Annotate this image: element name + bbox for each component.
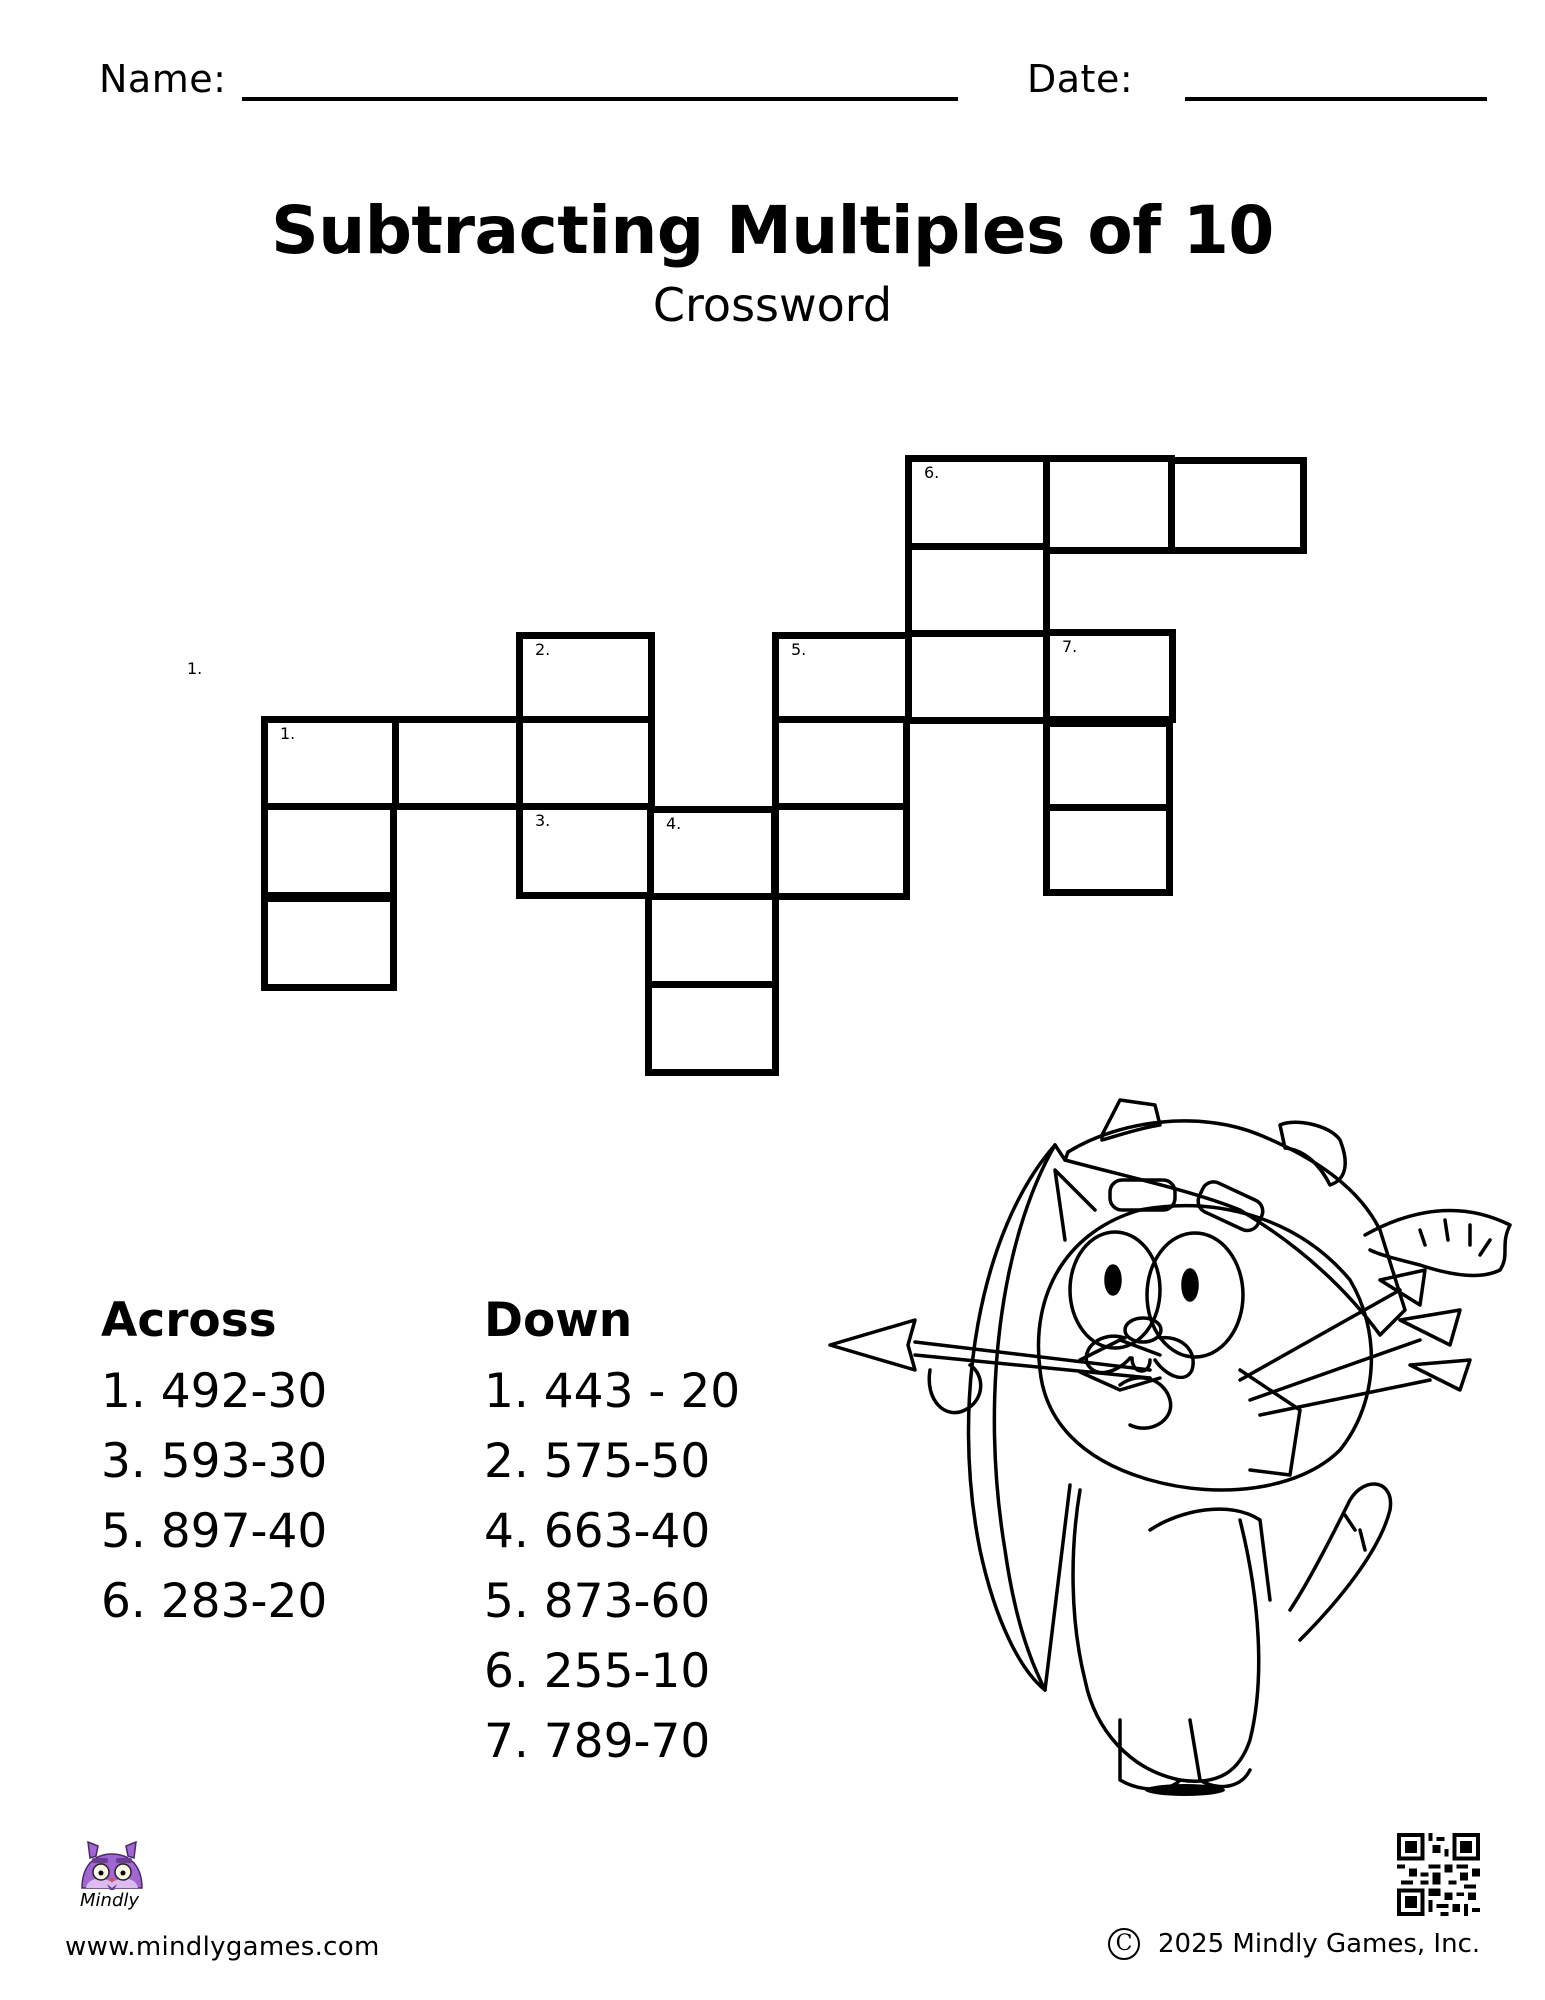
grid-cell-6d-2[interactable] — [905, 543, 1050, 637]
across-clue-1: 1. 492-30 — [101, 1364, 328, 1419]
grid-cell-5a-1[interactable] — [772, 632, 913, 724]
grid-cell-3a-1[interactable] — [516, 803, 654, 899]
page-subtitle: Crossword — [652, 278, 893, 332]
grid-cell-5d-2[interactable] — [772, 716, 910, 810]
clue-number-6: 6. — [924, 463, 940, 482]
grid-cell-4d-3[interactable] — [645, 981, 779, 1076]
mindly-logo[interactable] — [76, 1838, 148, 1922]
clue-number-7: 7. — [1062, 637, 1078, 656]
qr-code-icon[interactable] — [1397, 1833, 1480, 1916]
grid-cell-1a-1[interactable] — [261, 716, 399, 810]
across-clues — [101, 1293, 277, 1348]
stray-clue-number: 1. — [187, 659, 203, 678]
grid-cell-6a-1[interactable] — [905, 455, 1050, 554]
across-clue-6: 6. 283-20 — [101, 1574, 328, 1629]
grid-cell-4d-2[interactable] — [645, 893, 779, 988]
down-clues — [484, 1293, 633, 1348]
date-label: Date: — [1027, 57, 1134, 101]
grid-cell-1d-3[interactable] — [261, 895, 397, 991]
name-label: Name: — [99, 57, 227, 101]
grid-cell-6a-2[interactable] — [1043, 455, 1175, 554]
cat-archer-illustration — [820, 1080, 1520, 1800]
down-clue-7: 7. 789-70 — [484, 1714, 711, 1769]
grid-cell-5a-2[interactable] — [905, 630, 1050, 724]
grid-cell-7d-2[interactable] — [1043, 720, 1173, 812]
date-field-line[interactable] — [1185, 97, 1487, 101]
clue-number-4: 4. — [666, 814, 682, 833]
grid-cell-7d-3[interactable] — [1043, 804, 1173, 896]
grid-cell-1d-2[interactable] — [261, 803, 397, 899]
copyright-icon: C — [1108, 1928, 1140, 1960]
clue-number-5: 5. — [791, 640, 807, 659]
grid-cell-1a-2[interactable] — [392, 716, 523, 810]
clue-number-1: 1. — [280, 724, 296, 743]
across-clue-5: 5. 897-40 — [101, 1504, 328, 1559]
grid-cell-6a-3[interactable] — [1168, 457, 1307, 554]
grid-cell-3a-2[interactable] — [647, 806, 778, 900]
grid-cell-5a-3[interactable] — [1043, 629, 1176, 723]
clue-number-3: 3. — [535, 811, 551, 830]
clue-number-2: 2. — [535, 640, 551, 659]
down-clue-4: 4. 663-40 — [484, 1504, 711, 1559]
website-link[interactable]: www.mindlygames.com — [65, 1932, 380, 1962]
across-clue-3: 3. 593-30 — [101, 1434, 328, 1489]
down-clue-6: 6. 255-10 — [484, 1644, 711, 1699]
name-field-line[interactable] — [242, 97, 958, 101]
across-heading: Across — [101, 1293, 277, 1348]
down-clue-5: 5. 873-60 — [484, 1574, 711, 1629]
down-clue-2: 2. 575-50 — [484, 1434, 711, 1489]
logo-text: Mindly — [80, 1890, 140, 1911]
page-title: Subtracting Multiples of 10 — [271, 192, 1274, 269]
grid-cell-3a-3[interactable] — [772, 803, 910, 900]
grid-cell-2d-1[interactable] — [516, 632, 655, 724]
down-clue-1: 1. 443 - 20 — [484, 1364, 741, 1419]
copyright-text: 2025 Mindly Games, Inc. — [1158, 1929, 1481, 1959]
grid-cell-1a-3[interactable] — [516, 716, 655, 810]
down-heading: Down — [484, 1293, 633, 1348]
